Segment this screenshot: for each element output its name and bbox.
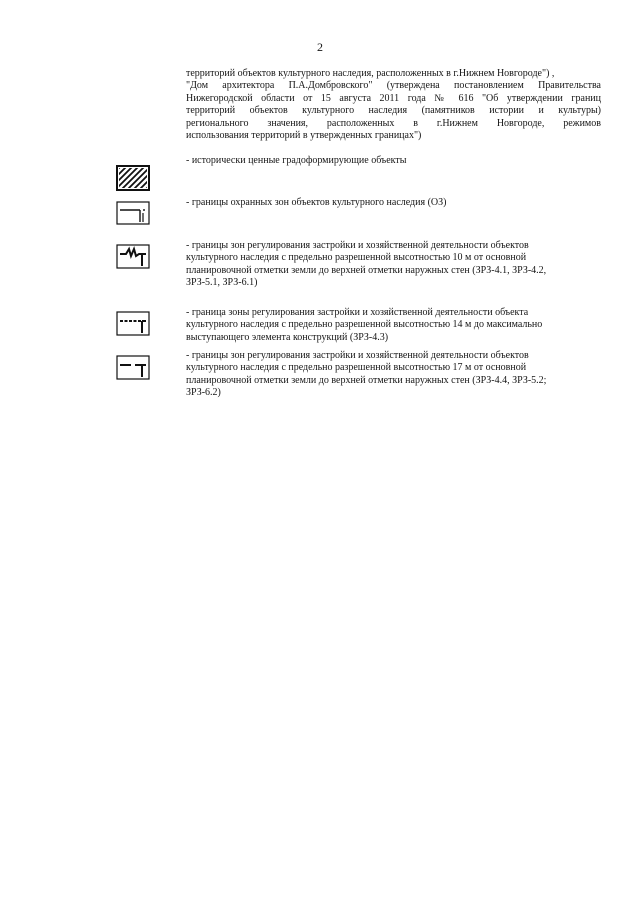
intro-line: использования территорий в утвержденных границах") <box>186 130 422 142</box>
zone-10m-boundary-icon <box>116 244 150 269</box>
intro-line: Нижегородской области от 15 августа 2011 года № 616 "Об утверждении границ <box>186 92 601 104</box>
legend-label: планировочной отметки земли до верхней отметки наружных стен (ЗРЗ-4.4, ЗРЗ-5.2; <box>186 374 547 386</box>
legend-item-historic-objects <box>186 155 606 167</box>
legend-label: - границы зон регулирования застройки и хозяйственной деятельности объектов <box>186 350 529 361</box>
protection-zone-boundary-icon <box>116 201 150 225</box>
intro-paragraph <box>186 68 601 142</box>
legend-label: - границы зон регулирования застройки и хозяйственной деятельности объектов <box>186 240 529 251</box>
hatched-square-icon <box>116 165 150 191</box>
intro-line: территорий объектов культурного наследия, расположенных в г.Нижнем Новгороде") , <box>186 68 555 79</box>
legend-item-zone-17m <box>186 350 606 400</box>
legend-item-zone-10m <box>186 240 606 290</box>
legend-label: культурного наследия с предельно разрешенной высотностью 10 м от основной <box>186 252 527 264</box>
legend-label: культурного наследия с предельно разрешенной высотностью 17 м от основной <box>186 362 527 374</box>
legend-label: - граница зоны регулирования застройки и хозяйственной деятельности объекта <box>186 307 529 318</box>
legend-label: планировочной отметки земли до верхней отметки наружных стен (ЗРЗ-4.1, ЗРЗ-4.2, <box>186 264 547 276</box>
legend-label: ЗРЗ-5.1, ЗРЗ-6.1) <box>186 277 258 289</box>
legend-label: - исторически ценные градоформирующие объекты <box>186 155 407 166</box>
legend-label: культурного наследия с предельно разрешенной высотностью 14 м до максимально <box>186 319 543 331</box>
zone-17m-boundary-icon <box>116 355 150 380</box>
intro-line: территорий объектов культурного наследия (памятников истории и культуры) <box>186 105 601 117</box>
legend-label: выступающего элемента конструкций (ЗРЗ-4.3) <box>186 331 389 343</box>
intro-line: "Дом архитектора П.А.Домбровского" (утверждена постановлением Правительства <box>186 80 601 92</box>
legend-label: ЗРЗ-6.2) <box>186 387 221 399</box>
legend-item-zone-14m <box>186 307 606 344</box>
page-number: 2 <box>317 40 323 54</box>
legend-label: - границы охранных зон объектов культурного наследия (ОЗ) <box>186 197 447 208</box>
intro-line: регионального значения, расположенных в г.Нижнем Новгороде, режимов <box>186 117 601 129</box>
zone-14m-boundary-icon <box>116 311 150 336</box>
legend-item-protection-zones <box>186 197 606 209</box>
